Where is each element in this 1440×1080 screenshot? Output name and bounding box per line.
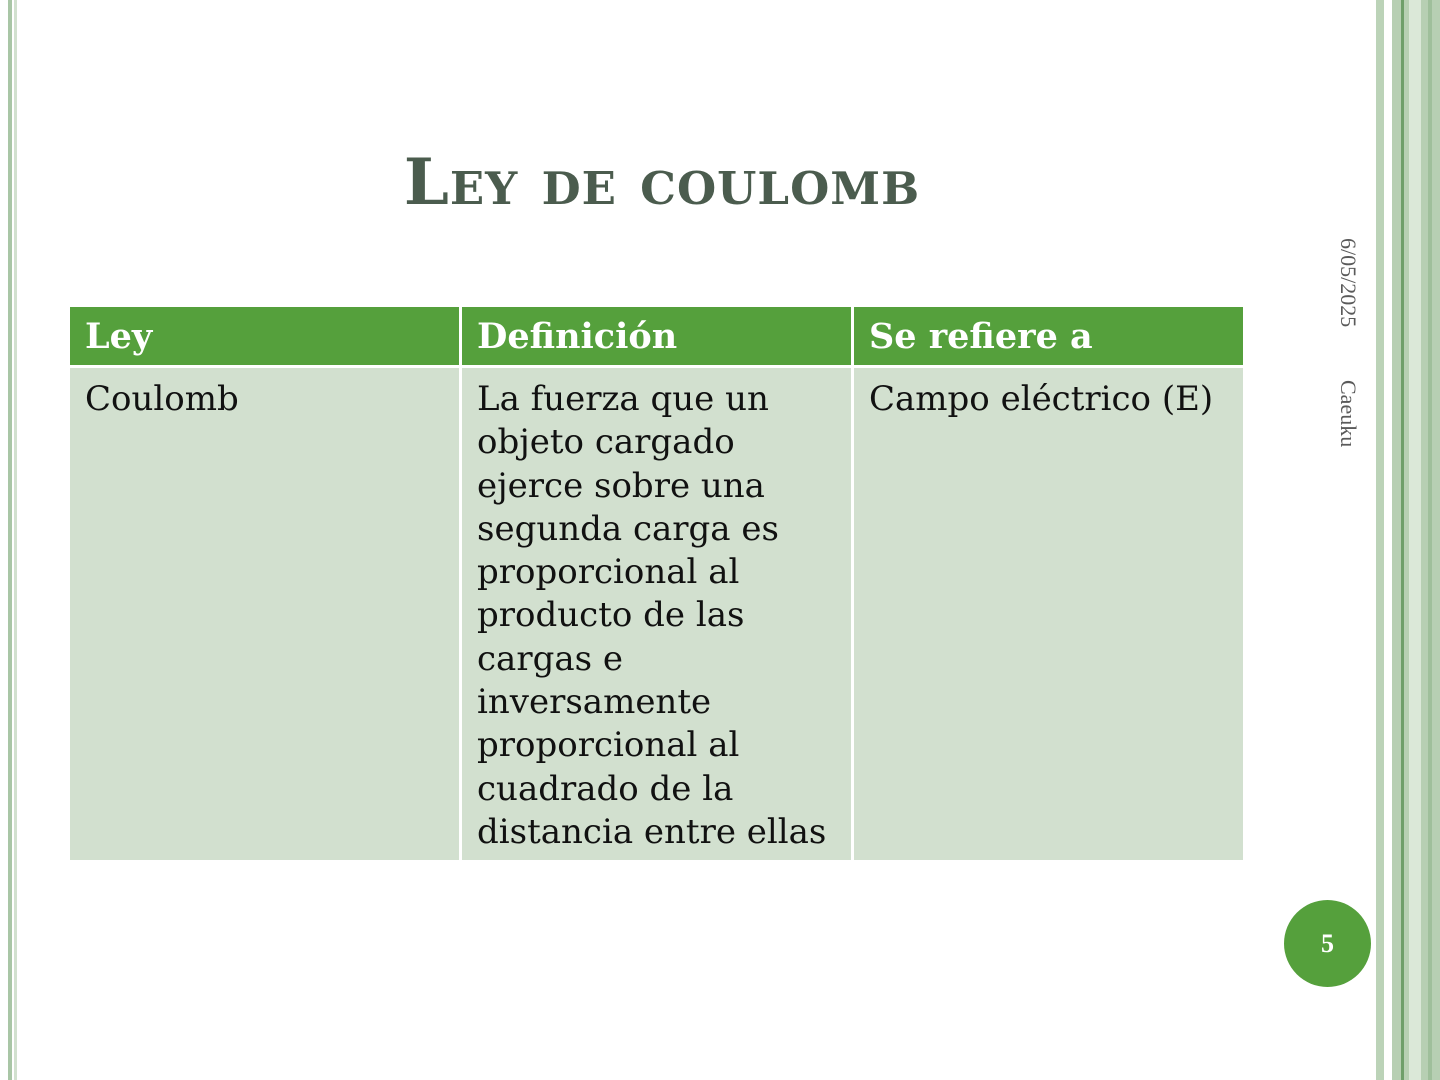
right-decorative-band [1376,0,1440,1080]
table-row [69,367,1245,862]
right-band-stripe [1376,0,1384,1080]
right-band-light-stripe [1409,0,1421,1080]
cell-se-refiere-a: Campo eléctrico (E) [853,367,1245,862]
header-cell-definicion: Definición [461,306,853,367]
cell-ley: Coulomb [69,367,461,862]
header-cell-se-refiere-a: Se refiere a [853,306,1245,367]
table-header-row [69,306,1245,367]
right-band-gap [1384,0,1392,1080]
slide-title: Ley de coulomb [403,145,921,220]
law-table [67,304,1243,863]
right-band-edge-line [1428,0,1432,1080]
slide-number: 5 [1321,928,1334,958]
cell-definicion: La fuerza que un objeto cargado ejerce sobre una segunda carga es proporcional al producto de las cargas e inversamente proporcional al cuadrado de la distancia entre ellas [461,367,853,862]
right-band-dark-line [1401,0,1404,1080]
slide-date: 6/05/2025 [1336,238,1361,328]
law-table-grid [67,304,1246,863]
slide-number-badge [1284,900,1371,987]
slide-author: Caeuku [1336,380,1361,448]
header-cell-ley: Ley [69,306,461,367]
slide-footer-vertical [1333,238,1363,478]
